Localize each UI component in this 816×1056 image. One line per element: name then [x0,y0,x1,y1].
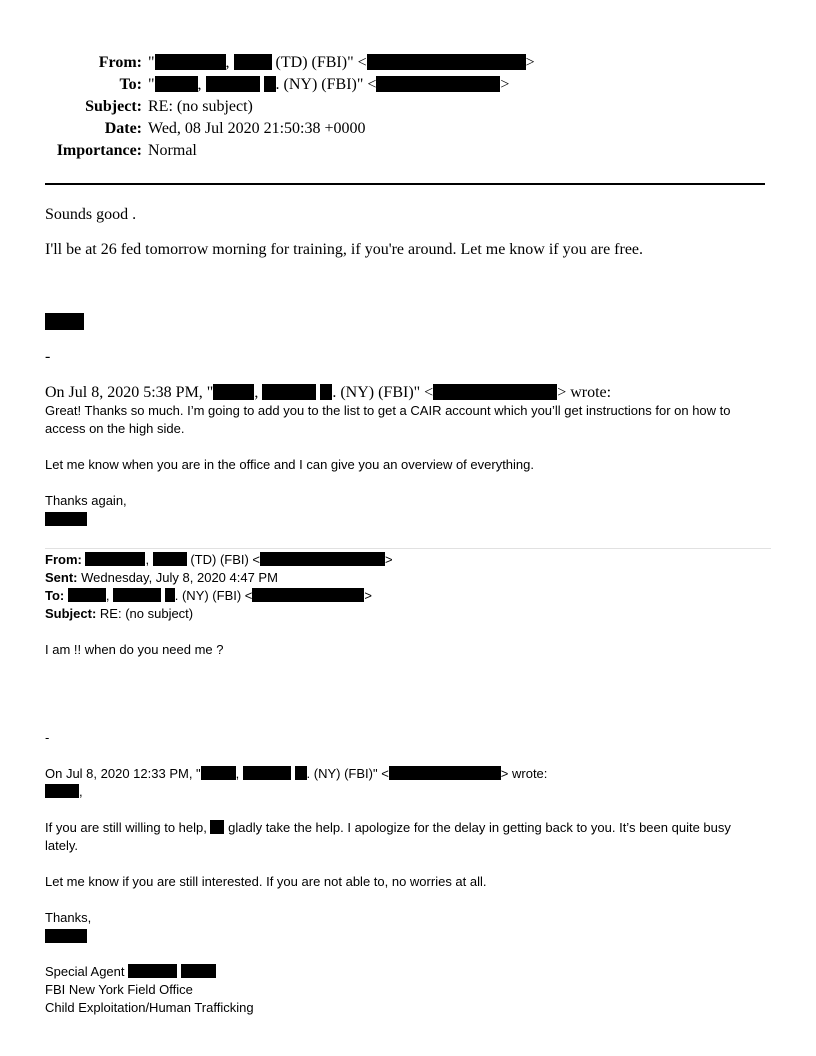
quote-attribution: On Jul 8, 2020 5:38 PM, " , . (NY) (FBI)" < > wrote: [45,384,612,401]
date-label: Date: [104,120,142,137]
fwd-sent: Sent: Wednesday, July 8, 2020 4:47 PM [45,570,278,585]
redaction-block [155,76,198,92]
redaction-block [264,76,276,92]
message-line: I am !! when do you need me ? [45,642,224,657]
redaction-block [128,964,177,978]
signature-office: FBI New York Field Office [45,982,193,997]
redaction-block [243,766,291,780]
redaction-block [165,588,175,602]
redaction-block [206,76,260,92]
redaction-block [295,766,307,780]
to-value: " , . (NY) (FBI)" < > [148,76,510,93]
quote-line: Let me know if you are still interested. If you are not able to, no worries at all. [45,874,487,889]
redaction-block [210,820,224,834]
from-label: From: [98,54,142,71]
signature-title: Special Agent [45,963,216,981]
redaction-block [433,384,557,400]
redaction-block [260,552,385,566]
redaction-block [262,384,316,400]
separator-dash: - [45,730,50,745]
redaction-block [234,54,272,70]
importance-label: Importance: [56,142,142,159]
message-line: Sounds good . [45,206,137,223]
redaction-block [213,384,254,400]
quote-line: Great! Thanks so much. I’m going to add you to the list to get a CAIR account which you’ll get instructions for on how to [45,403,731,418]
redaction-block [155,54,226,70]
redaction-block [45,929,87,943]
separator-dash: - [45,348,51,365]
redaction-block [320,384,332,400]
redaction-block [45,784,79,798]
quote-line: Thanks, [45,910,92,925]
quote-line: Thanks again, [45,493,127,508]
redaction-block [68,588,106,602]
quote-line: access on the high side. [45,421,185,436]
redaction-block [153,552,187,566]
redaction-block [201,766,236,780]
redaction-block [252,588,364,602]
redaction-block [113,588,161,602]
subject-label: Subject: [85,98,142,115]
redaction-block [45,512,87,526]
header-divider [45,183,765,185]
quote-line: lately. [45,838,78,853]
quote-line: Let me know when you are in the office and I can give you an overview of everything. [45,457,534,472]
quote-divider [45,548,771,549]
redaction-block [376,76,500,92]
quote-line: If you are still willing to help, gladly take the help. I apologize for the delay in getting back to you. It’s been quite busy [45,820,731,835]
redaction-block [85,552,145,566]
redaction-block [45,313,84,330]
importance-value: Normal [148,142,197,159]
redaction-block [367,54,526,70]
to-label: To: [119,76,142,93]
fwd-subject: Subject: RE: (no subject) [45,606,194,621]
subject-value: RE: (no subject) [148,98,253,115]
date-value: Wed, 08 Jul 2020 21:50:38 +0000 [148,120,366,137]
redaction-block [181,964,216,978]
fwd-from: From: , (TD) (FBI) < > [45,552,393,567]
redaction-block [389,766,501,780]
from-value: " , (TD) (FBI)" < > [148,54,535,71]
fwd-to: To: , . (NY) (FBI) < > [45,588,372,603]
message-line: I'll be at 26 fed tomorrow morning for training, if you're around. Let me know if you are free. [45,241,644,258]
signature-unit: Child Exploitation/Human Trafficking [45,1000,254,1015]
quote-attribution: On Jul 8, 2020 12:33 PM, " , . (NY) (FBI)" < > wrote: [45,766,548,781]
greeting: , [45,783,83,801]
